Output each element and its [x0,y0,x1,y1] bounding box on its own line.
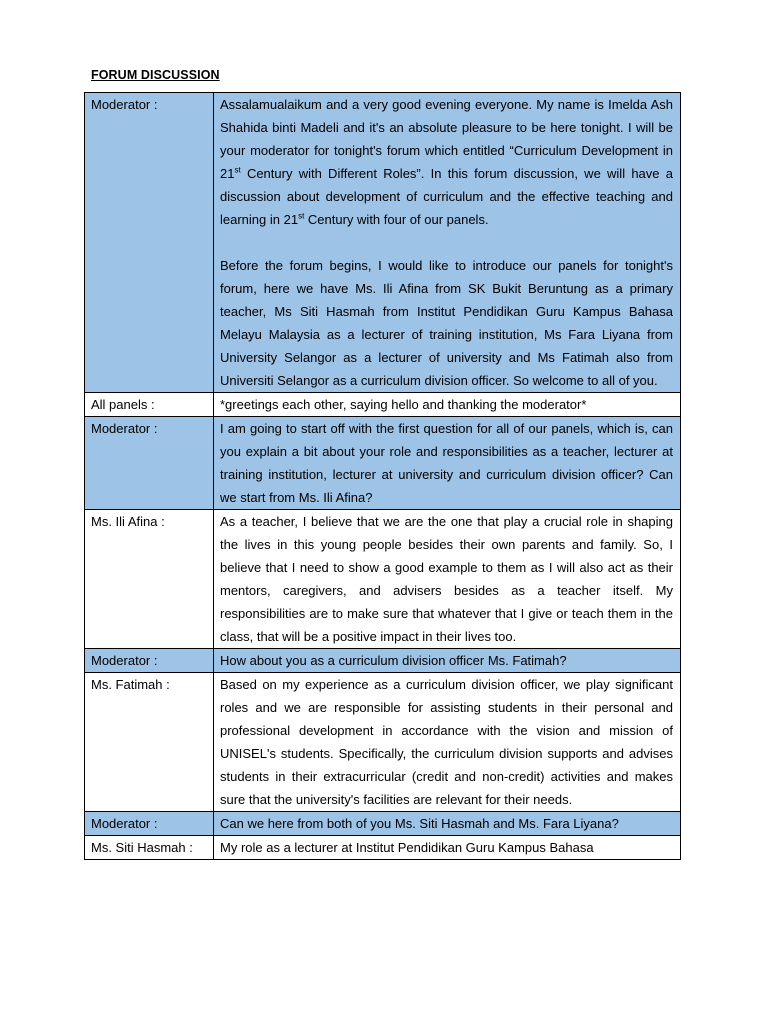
speaker-name: Ms. Fatimah : [85,673,214,812]
speech-segment: Assalamualaikum and a very good evening everyone. My name is Imelda Ash Shahida binti Madeli and it's an absolute pleasure to be here tonight. I will be your moderator for tonight's forum which entitled “Curriculum Development in 21 [220,97,673,181]
transcript-row [85,417,681,510]
speaker-name: Ms. Ili Afina : [85,510,214,649]
speech-paragraph [220,510,673,648]
transcript-row [85,649,681,673]
document-title: FORUM DISCUSSION [91,68,220,82]
speech-text [214,836,681,860]
speech-text-clipped [220,836,673,859]
speech-text [214,93,681,393]
transcript-row [85,836,681,860]
ordinal-superscript: st [234,165,241,175]
speech-text [214,673,681,812]
speech-paragraph [220,649,673,672]
speech-segment: Before the forum begins, I would like to introduce our panels for tonight's forum, here we have Ms. Ili Afina from SK Bukit Beruntung as a primary teacher, Ms Siti Hasmah from Institut Pendidikan Guru Kampus Bahasa Melayu Malaysia as a lecturer of training institution, Ms Fara Liyana from University Selangor as a lecturer of university and Ms Fatimah also from Universiti Selangor as a curriculum division officer. So welcome to all of you. [220,258,673,388]
speech-paragraph [220,393,673,416]
ordinal-superscript: st [298,211,305,221]
speech-text [214,812,681,836]
speech-text [214,417,681,510]
speech-segment: *greetings each other, saying hello and thanking the moderator* [220,397,587,412]
speech-segment: My role as a lecturer at Institut Pendidikan Guru Kampus Bahasa [220,840,594,855]
speech-segment: Can we here from both of you Ms. Siti Hasmah and Ms. Fara Liyana? [220,816,619,831]
speech-segment: Century with four of our panels. [304,212,489,227]
speech-text [214,649,681,673]
transcript-row [85,93,681,393]
speech-segment: I am going to start off with the first question for all of our panels, which is, can you explain a bit about your role and responsibilities as a teacher, lecturer at training institution, lecturer at university and curriculum division officer? Can we start from Ms. Ili Afina? [220,421,673,505]
speaker-name: Moderator : [85,649,214,673]
transcript-row [85,673,681,812]
speech-paragraph [220,254,673,392]
speech-segment: How about you as a curriculum division officer Ms. Fatimah? [220,653,567,668]
speech-segment: Century with Different Roles”. In this forum discussion, we will have a discussion about development of curriculum and the effective teaching and learning in 21 [220,166,673,227]
transcript-row [85,510,681,649]
speaker-name: Moderator : [85,812,214,836]
transcript-row [85,812,681,836]
speech-paragraph [220,812,673,835]
speech-paragraph [220,836,673,859]
speech-paragraph [220,93,673,231]
speaker-name: Moderator : [85,417,214,510]
speech-paragraph [220,417,673,509]
speech-segment: As a teacher, I believe that we are the one that play a crucial role in shaping the lives in this young people besides their own parents and family. So, I believe that I need to show a good example to them as I will also act as their mentors, caregivers, and advisers besides as a teacher itself. My responsibilities are to make sure that whatever that I give or teach them in the class, that will be a positive impact in their lives too. [220,514,673,644]
speech-paragraph [220,673,673,811]
speech-segment: Based on my experience as a curriculum division officer, we play significant roles and we are responsible for assisting students in their personal and professional development in accordance with the vision and mission of UNISEL's students. Specifically, the curriculum division supports and advises students in their extracurricular (credit and non-credit) activities and makes sure that the university's facilities are relevant for their needs. [220,677,673,807]
speaker-name: Moderator : [85,93,214,393]
transcript-row [85,393,681,417]
forum-transcript-table [84,92,681,860]
speaker-name: Ms. Siti Hasmah : [85,836,214,860]
speech-text [214,393,681,417]
speaker-name: All panels : [85,393,214,417]
speech-text [214,510,681,649]
forum-transcript-body [85,93,681,860]
